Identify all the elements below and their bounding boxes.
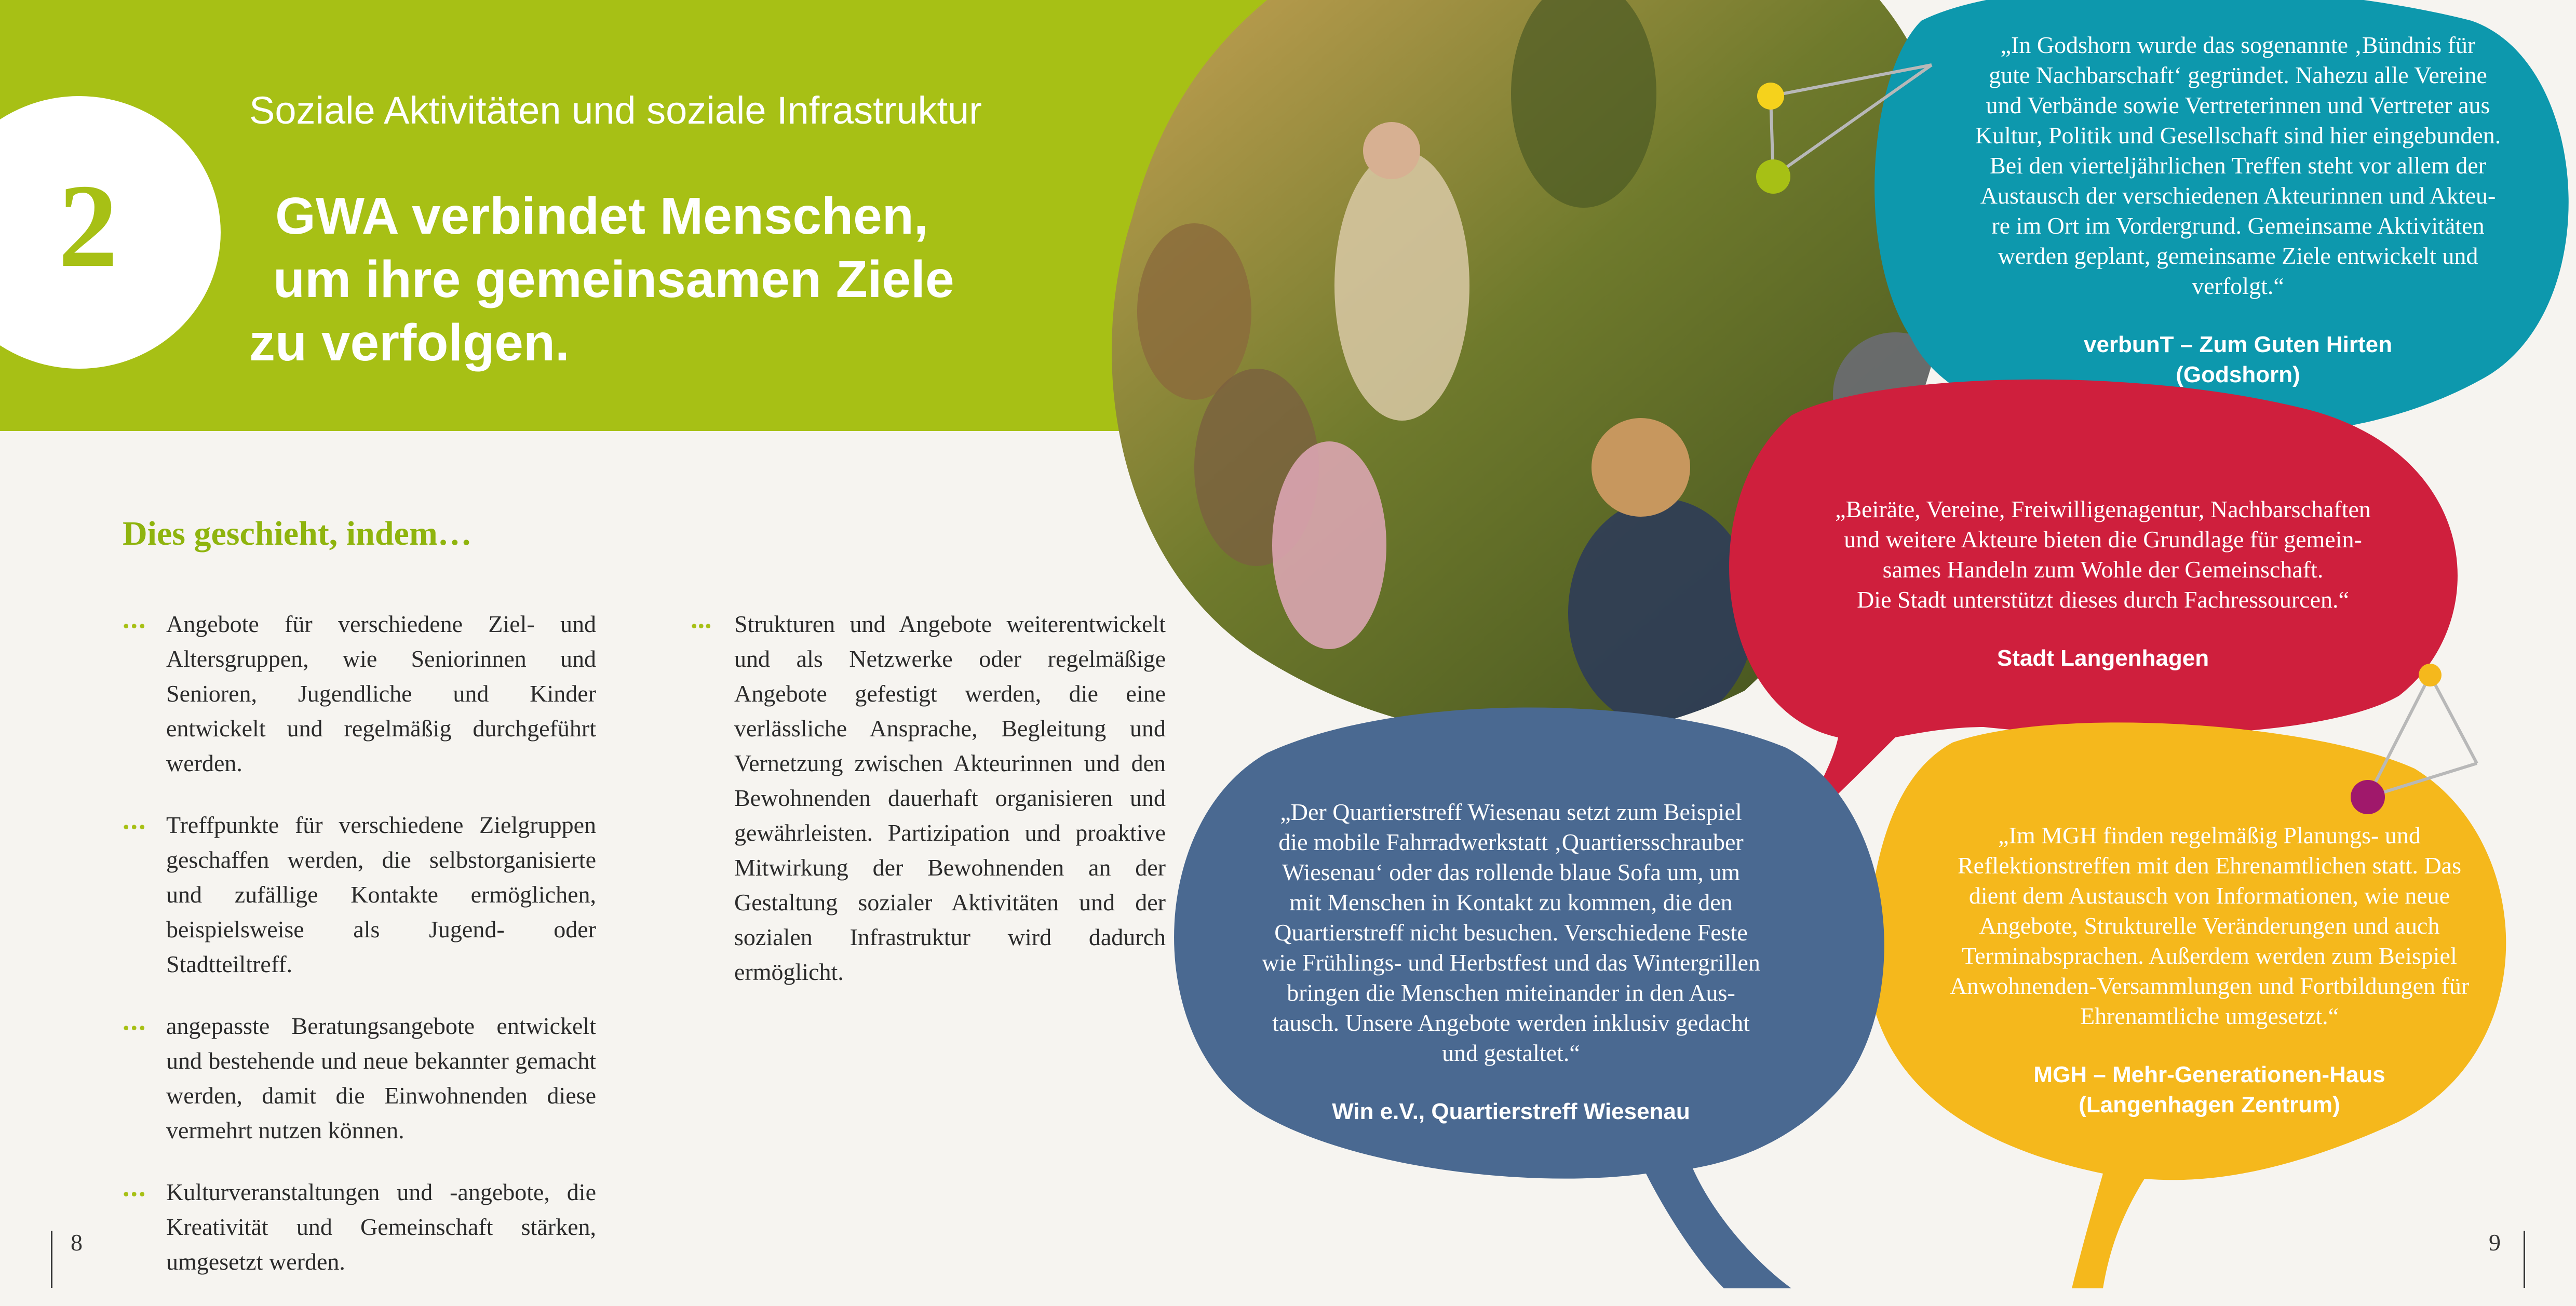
quote-line: dient dem Austausch von Informationen, wie neue <box>1968 882 2450 909</box>
bullet-marker: ... <box>123 603 147 634</box>
quote-line: wie Frühlings- und Herbstfest und das Wintergrillen <box>1262 949 1760 976</box>
bullet-list <box>123 603 596 1306</box>
bullet-marker: ... <box>691 603 712 634</box>
chapter-title-line: GWA verbindet Menschen, <box>275 187 928 245</box>
chapter-title <box>249 184 954 374</box>
quote-source <box>1207 1097 1815 1127</box>
quote-godshorn <box>1921 30 2555 390</box>
quote-stadt-langenhagen <box>1797 494 2409 674</box>
quote-line: Quartierstreff nicht besuchen. Verschiedene Feste <box>1274 919 1748 946</box>
bullet-list-column-2 <box>691 603 1166 989</box>
quote-line: Reflektionstreffen mit den Ehrenamtlichen statt. Das <box>1958 852 2461 879</box>
quote-source-line: verbunT – Zum Guten Hirten <box>2083 332 2393 357</box>
quote-line: und gestaltet.“ <box>1442 1040 1580 1066</box>
page-edge-mark-right <box>2524 1231 2525 1288</box>
list-item <box>123 603 596 780</box>
quote-line: bringen die Menschen miteinander in den Aus- <box>1287 979 1735 1006</box>
quote-source <box>1921 330 2555 390</box>
quote-line: und weitere Akteure bieten die Grundlage für gemein- <box>1844 526 2362 553</box>
quote-line: Austausch der verschiedenen Akteurinnen und Akteu- <box>1980 182 2496 209</box>
quote-line: Kultur, Politik und Gesellschaft sind hier eingebunden. <box>1975 122 2501 149</box>
quote-source-line: (Langenhagen Zentrum) <box>2079 1092 2340 1117</box>
quote-source <box>1797 643 2409 674</box>
dot-yellow-bottom <box>2419 664 2442 686</box>
quote-line: sames Handeln zum Wohle der Gemeinschaft. <box>1882 556 2324 583</box>
quote-line: gute Nachbarschaft‘ gegründet. Nahezu alle Vereine <box>1989 62 2487 88</box>
quote-line: die mobile Fahrradwerkstatt ‚Quartiersschrauber <box>1278 829 1744 855</box>
bullet-marker: ... <box>123 1171 147 1202</box>
list-item-text: angepasste Beratungsangebote entwickelt und bestehende und neue bekannter gemacht werden, damit die Einwohnenden diese vermehrt nutzen können. <box>166 1013 596 1143</box>
dot-green-top <box>1756 159 1790 194</box>
section-heading: Dies geschieht, indem… <box>123 515 472 553</box>
chapter-subtitle: Soziale Aktivitäten und soziale Infrastruktur <box>249 89 982 132</box>
list-item <box>123 1005 596 1148</box>
quote-line: Anwohnenden-Versammlungen und Fortbildungen für <box>1949 973 2470 999</box>
page-number-left: 8 <box>71 1229 83 1256</box>
quote-line: re im Ort im Vordergrund. Gemeinsame Aktivitäten <box>1991 212 2485 239</box>
page-edge-mark-left <box>51 1231 52 1288</box>
quote-source-line: Stadt Langenhagen <box>1997 645 2209 671</box>
list-item-text: Strukturen und Angebote weiterentwickelt und als Netzwerke oder regelmäßige Angebote gefestigt werden, die eine verlässliche Ansprache, Begleitung und Vernetzung zwischen Akteurinnen und den Bewohnenden dauerhaft organisieren und gewährleisten. Partizipation und proaktive Mitwirkung der Bewohnenden an der Gestaltung sozialer Aktivitäten und der sozialen Infrastruktur wird dadurch ermöglicht. <box>734 611 1166 985</box>
quote-line: Die Stadt unterstützt dieses durch Fachressourcen.“ <box>1857 586 2349 613</box>
quote-source <box>1911 1060 2508 1120</box>
page-number-right: 9 <box>2489 1229 2501 1256</box>
quote-line: „Im MGH finden regelmäßig Planungs- und <box>1998 822 2421 849</box>
quote-source-line: (Godshorn) <box>2176 362 2300 387</box>
list-item <box>123 804 596 981</box>
quote-line: „In Godshorn wurde das sogenannte ‚Bündnis für <box>2000 32 2476 58</box>
quote-line: Angebote, Strukturelle Veränderungen und auch <box>1979 912 2440 939</box>
quote-line: werden geplant, gemeinsame Ziele entwickelt und <box>1998 243 2478 269</box>
list-item-text: Angebote für verschiedene Ziel- und Altersgruppen, wie Seniorinnen und Senioren, Jugendliche und Kinder entwickelt und regelmäßig durchgeführt werden. <box>166 611 596 776</box>
quote-source-line: MGH – Mehr-Generationen-Haus <box>2033 1062 2385 1087</box>
quote-line: „Beiräte, Vereine, Freiwilligenagentur, Nachbarschaften <box>1835 496 2371 522</box>
chapter-title-line: um ihre gemeinsamen Ziele <box>273 250 954 308</box>
quote-line: „Der Quartierstreff Wiesenau setzt zum Beispiel <box>1280 799 1742 825</box>
list-item <box>691 603 1166 989</box>
dot-yellow-top <box>1757 83 1784 110</box>
quote-mgh <box>1911 820 2508 1120</box>
chapter-number: 2 <box>58 159 118 292</box>
bullet-marker: ... <box>123 1005 147 1036</box>
quote-line: tausch. Unsere Angebote werden inklusiv gedacht <box>1272 1009 1750 1036</box>
bullet-marker: ... <box>123 804 147 835</box>
quote-line: Ehrenamtliche umgesetzt.“ <box>2080 1003 2339 1029</box>
dot-magenta-bottom <box>2351 780 2385 814</box>
quote-source-line: Win e.V., Quartierstreff Wiesenau <box>1332 1099 1690 1124</box>
quote-line: Wiesenau‘ oder das rollende blaue Sofa um, um <box>1282 859 1741 885</box>
quote-wiesenau <box>1207 797 1815 1127</box>
quote-line: Terminabsprachen. Außerdem werden zum Beispiel <box>1962 943 2457 969</box>
quote-line: Bei den vierteljährlichen Treffen steht vor allem der <box>1990 152 2486 179</box>
quote-line: verfolgt.“ <box>2192 273 2284 299</box>
quote-line: und Verbände sowie Vertreterinnen und Vertreter aus <box>1986 92 2490 118</box>
list-item-text: Kulturveranstaltungen und -angebote, die Kreativität und Gemeinschaft stärken, umgesetzt werden. <box>166 1179 596 1275</box>
quote-line: mit Menschen in Kontakt zu kommen, die den <box>1289 889 1733 915</box>
list-item <box>123 1171 596 1279</box>
chapter-title-line: zu verfolgen. <box>249 314 570 372</box>
list-item-text: Treffpunkte für verschiedene Zielgruppen geschaffen werden, die selbstorganisierte und zufällige Kontakte ermöglichen, beispielsweise als Jugend- oder Stadtteiltreff. <box>166 812 596 977</box>
